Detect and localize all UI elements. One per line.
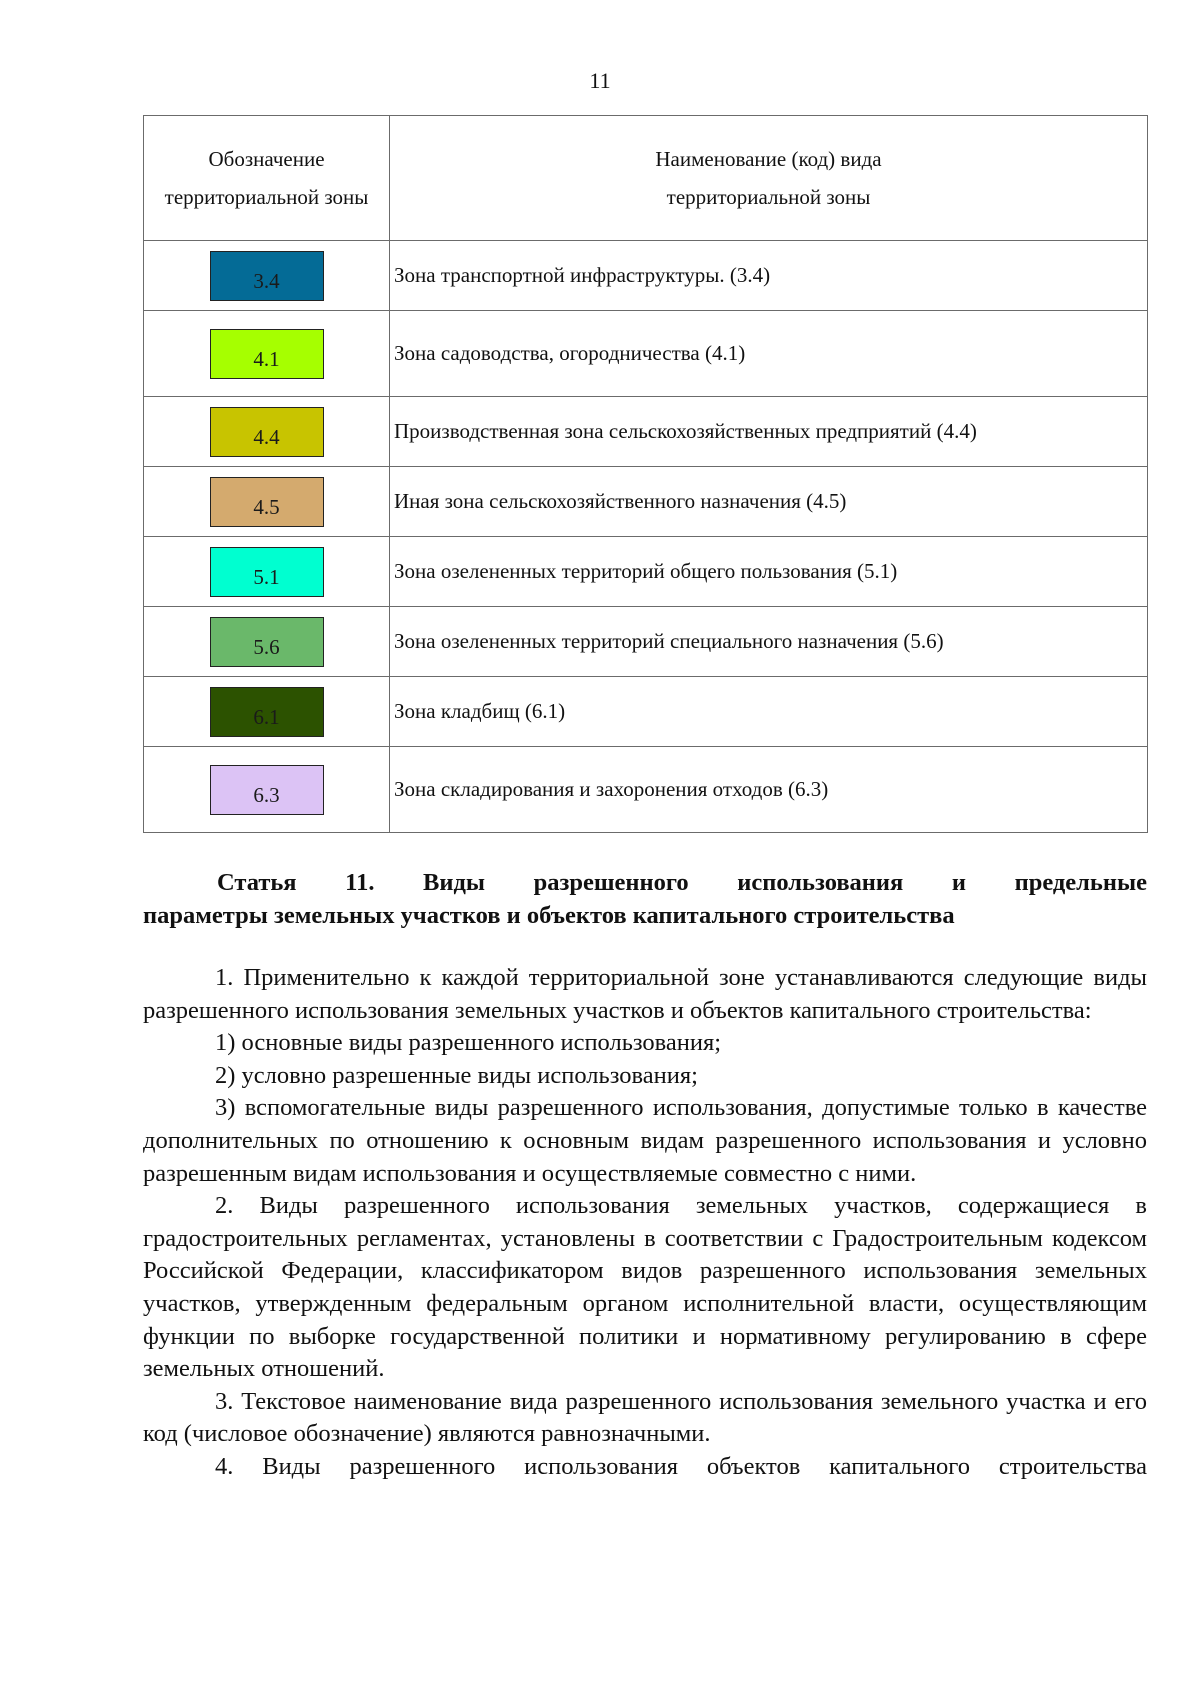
zone-name-cell: Зона садоводства, огородничества (4.1): [390, 311, 1148, 397]
zone-color-swatch: 6.1: [210, 687, 324, 737]
article-heading-line1: Статья 11. Виды разрешенного использования и предельные: [217, 869, 1147, 896]
zone-name-cell: Иная зона сельскохозяйственного назначения (4.5): [390, 467, 1148, 537]
zone-swatch-cell: [144, 747, 390, 833]
table-row: [144, 397, 1148, 467]
zone-color-swatch: 6.3: [210, 765, 324, 815]
zone-name-cell: Зона складирования и захоронения отходов (6.3): [390, 747, 1148, 833]
page-number: 11: [589, 68, 611, 93]
zone-color-swatch: 5.1: [210, 547, 324, 597]
list-item-main-uses: 1) основные виды разрешенного использования;: [215, 1029, 722, 1057]
article-body: [143, 962, 1147, 1484]
zone-color-swatch: 3.4: [210, 251, 324, 301]
table-row: [144, 467, 1148, 537]
header-zone-designation-text: Обозначение территориальной зоны: [164, 147, 369, 209]
zone-legend-table: [143, 115, 1148, 833]
zone-swatch-cell: [144, 467, 390, 537]
list-item-conditional-uses: 2) условно разрешенные виды использования;: [215, 1061, 698, 1089]
paragraph-3: 3. Текстовое наименование вида разрешенного использования земельного участка и его код (числовое обозначение) являются равнозначными.: [143, 1387, 1147, 1448]
zone-name-cell: Зона кладбищ (6.1): [390, 677, 1148, 747]
zone-swatch-cell: [144, 537, 390, 607]
zone-swatch-cell: [144, 607, 390, 677]
header-zone-designation: [144, 116, 390, 241]
table-row: [144, 241, 1148, 311]
zone-name-cell: Зона озелененных территорий общего пользования (5.1): [390, 537, 1148, 607]
zone-color-swatch: 5.6: [210, 617, 324, 667]
zone-name-cell: Зона транспортной инфраструктуры. (3.4): [390, 241, 1148, 311]
zone-swatch-cell: [144, 241, 390, 311]
zone-swatch-cell: [144, 677, 390, 747]
table-row: [144, 311, 1148, 397]
zone-swatch-cell: [144, 311, 390, 397]
list-item-auxiliary-uses: 3) вспомогательные виды разрешенного использования, допустимые только в качестве дополнительных по отношению к основным видам разрешенного использования и условно разрешенным видам использования и осуществляемые совместно с ними.: [143, 1094, 1147, 1187]
zone-swatch-cell: [144, 397, 390, 467]
zone-color-swatch: 4.4: [210, 407, 324, 457]
table-row: [144, 747, 1148, 833]
article-heading: [143, 866, 1147, 932]
zone-name-cell: Производственная зона сельскохозяйственных предприятий (4.4): [390, 397, 1148, 467]
table-row: [144, 537, 1148, 607]
paragraph-2: 2. Виды разрешенного использования земельных участков, содержащиеся в градостроительных регламентах, установлены в соответствии с Градостроительным кодексом Российской Федерации, классификатором видов разрешенного использования земельных участков, утвержденным федеральным органом исполнительной власти, осуществляющим функции по выборке государственной политики и нормативному регулированию в сфере земельных отношений.: [143, 1192, 1147, 1383]
header-zone-name-text: Наименование (код) вида территориальной зоны: [655, 147, 882, 209]
zone-color-swatch: 4.1: [210, 329, 324, 379]
table-header-row: [144, 116, 1148, 241]
header-zone-name: [390, 116, 1148, 241]
article-heading-line2: параметры земельных участков и объектов капитального строительства: [143, 902, 955, 929]
paragraph-4: 4. Виды разрешенного использования объектов капитального строительства: [215, 1452, 1147, 1480]
zone-name-cell: Зона озелененных территорий специального назначения (5.6): [390, 607, 1148, 677]
table-row: [144, 607, 1148, 677]
zone-color-swatch: 4.5: [210, 477, 324, 527]
paragraph-1: 1. Применительно к каждой территориальной зоне устанавливаются следующие виды разрешенного использования земельных участков и объектов капитального строительства:: [143, 964, 1147, 1024]
table-row: [144, 677, 1148, 747]
